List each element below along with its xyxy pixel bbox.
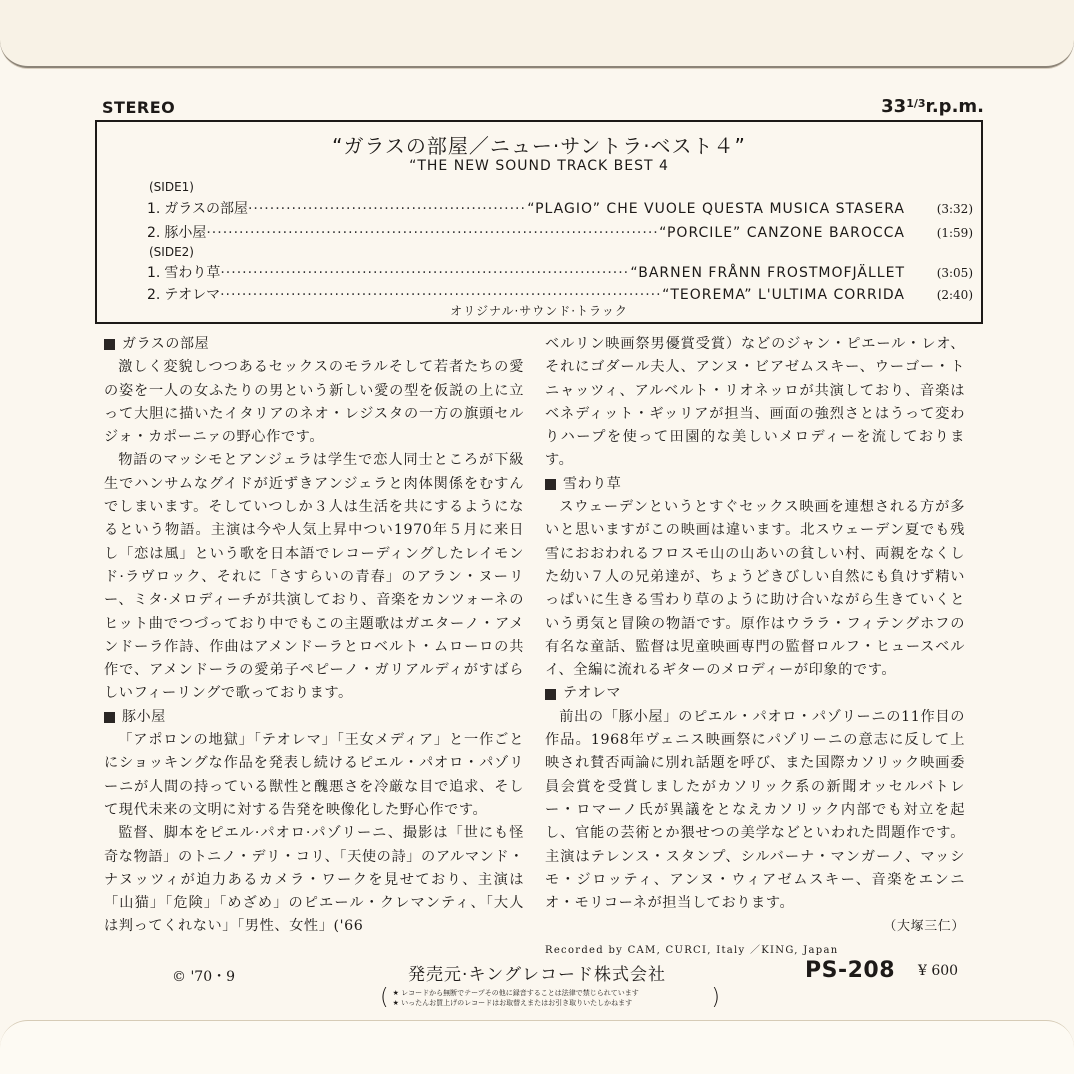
copyright-date: © '70・9: [172, 969, 236, 985]
track-duration: (2:40): [936, 288, 973, 302]
liner-paragraph: 前出の「豚小屋」のピエル・パオロ・パゾリーニの11作目の作品。1968年ヴェニス映画祭にパゾリーニの意志に反して上映され賛否両論に別れ話題を呼び、また国際カソリック映画委員会賞を受賞しましたがカソリック系の新聞オッセルバトレー・ロマーノ氏が異議をとなえカソリック内部でも対立を起し、官能の芸術とか猥せつの美学などといわれた問題作です。主演はテレンス・スタンプ、シルバーナ・マンガーノ、マッシモ・ジロッティ、アンヌ・ウィアゼムスキー、音楽をエンニオ・モリコーネが担当しております。: [545, 708, 965, 912]
album-title-en: “THE NEW SOUND TRACK BEST 4: [409, 158, 669, 174]
tracklist-box: [95, 120, 983, 324]
liner-paragraph: 監督、脚本をピエル·パオロ·パゾリーニ、撮影は「世にも怪奇な物語」のトニノ・デリ・コリ、「天使の詩」のアルマンド・ナヌッツィが迫力あるカメラ・ワークを見せており、主演は「山猫」「危険」「めざめ」のピエール・クレマンティ、「大人は判ってくれない」「男性、女性」('66: [104, 825, 524, 935]
leader-dots: [220, 265, 630, 281]
track-title-jp: ガラスの部屋: [164, 201, 248, 217]
author-credit: （大塚三仁）: [883, 919, 965, 935]
track-title-jp: テオレマ: [164, 287, 221, 303]
liner-paragraph: ベルリン映画祭男優賞受賞）などのジャン・ピエール・レオ、それにゴダール夫人、アンヌ・ビアゼムスキー、ウーゴー・トニャッツィ、アルベルト・リオネッロが共演しており、音楽はベネディット・ギッリアが担当、画面の強烈さとはうって変わりハープを使って田園的な美しいメロディーを流しております。: [545, 336, 965, 469]
track-row: [147, 284, 973, 304]
price: ¥ 600: [918, 963, 959, 979]
liner-notes-left-column: [104, 333, 524, 939]
catalog-number: PS-208: [805, 958, 896, 983]
side-2-label: (SIDE2): [149, 245, 194, 259]
album-title-jp: “ガラスの部屋／ニュー·サントラ·ベスト４”: [332, 134, 746, 158]
liner-paragraph: 「アポロンの地獄」「テオレマ」「王女メディア」と一作ごとにショッキングな作品を発表し続けるピエル・パオロ・パゾリーニが人間の持っている獣性と醜悪さを冷厳な目で追求、そして現代未来の文明に対する告発を映像化した野心作です。: [104, 732, 524, 818]
liner-paragraph: 激しく変貌しつつあるセックスのモラルそして若者たちの愛の姿を一人の女ふたりの男という新しい愛の型を仮説の上に立って大胆に描いたイタリアのネオ・レジスタの一方の旗頭セルジォ・カポーニァの野心作です。: [104, 359, 524, 446]
track-row: [147, 262, 973, 282]
track-title-en: “BARNEN FRÅNN FROSTMOFJÄLLET: [630, 265, 905, 281]
rpm-whole: 33: [881, 96, 907, 117]
stereo-label: STEREO: [102, 98, 176, 117]
track-number: 2.: [147, 287, 161, 303]
recorded-by-credit: Recorded by CAM, CURCI, Italy ／KING, Japan: [545, 944, 839, 956]
rpm-fraction: 1/3: [906, 97, 926, 110]
sleeve-bottom-flap: [0, 1020, 1074, 1074]
rpm-unit: r.p.m.: [925, 96, 984, 117]
sleeve-top-flap: [0, 0, 1074, 68]
section-heading: [545, 682, 965, 705]
track-duration: (3:32): [936, 202, 973, 216]
track-number: 1.: [147, 265, 161, 281]
section-heading: [104, 706, 524, 729]
track-title-en: “PORCILE” CANZONE BAROCCA: [659, 225, 905, 241]
notice-line: ★ レコードから無断でテープその他に録音することは法律で禁じられています: [392, 989, 639, 997]
section-heading-text: 豚小屋: [122, 708, 166, 725]
track-title-en: “PLAGIO” CHE VUOLE QUESTA MUSICA STASERA: [527, 201, 905, 217]
original-soundtrack-label: オリジナル·サウンド·トラック: [450, 304, 628, 318]
paren-close: ): [711, 985, 720, 1010]
track-duration: (3:05): [936, 266, 973, 280]
track-title-jp: 豚小屋: [164, 225, 207, 241]
publisher-name: 発売元·キングレコード株式会社: [408, 965, 666, 985]
notice-line: ★ いったんお買上げのレコードはお取替えまたはお引き取りいたしかねます: [392, 999, 633, 1007]
square-bullet-icon: [104, 712, 115, 723]
liner-paragraph: 物語のマッシモとアンジェラは学生で恋人同士ところが下級生でハンサムなグイドが近ずきアンジェラと肉体関係をむすんでしまいます。そしていつしか３人は生活を共にするようになるという物語。主演は今や人気上昇中つい1970年５月に来日し「恋は風」という歌を日本語でレコーディングしたレイモンド·ラヴロック、それに「さすらいの青春」のアラン・ヌーリー、ミタ·メロディーチが共演しており、音楽をカンツォーネのヒット曲でつづっており中でもこの主題歌はガエターノ・アメンドーラ作詩、作曲はアメンドーラとロベルト・ムローロの共作で、アメンドーラの愛弟子ペピーノ・ガリアルディがすばらしいフィーリングで歌っております。: [104, 452, 524, 702]
leader-dots: [248, 201, 527, 217]
track-duration: (1:59): [936, 226, 973, 240]
paren-open: (: [380, 985, 389, 1010]
liner-paragraph: スウェーデンというとすぐセックス映画を連想される方が多いと思いますがこの映画は違います。北スウェーデン夏でも残雪におおわれるフロスモ山の山あいの貧しい村、両親をなくした幼い７人の兄弟達が、ちょうどきびしい自然にも負けず精いっぱいに生きる雪わり草のように助け合いながら生きていくという勇気と冒険の物語です。原作はウララ・フィテングホフの有名な童話、監督は児童映画専門の監督ロルフ・ヒュースベルイ、全編に流れるギターのメロディーが印象的です。: [545, 499, 965, 679]
square-bullet-icon: [545, 479, 556, 490]
leader-dots: [220, 287, 662, 303]
section-heading-text: ガラスの部屋: [122, 336, 210, 352]
square-bullet-icon: [104, 339, 115, 350]
rpm-label: [881, 96, 984, 117]
section-heading-text: テオレマ: [563, 685, 622, 702]
track-row: [147, 198, 973, 218]
leader-dots: [206, 225, 659, 241]
track-row: [147, 222, 973, 242]
side-1-label: (SIDE1): [149, 180, 194, 194]
square-bullet-icon: [545, 689, 556, 700]
track-title-jp: 雪わり草: [164, 265, 221, 281]
section-heading: [104, 333, 524, 356]
track-title-en: “TEOREMA” L'ULTIMA CORRIDA: [662, 287, 905, 303]
track-number: 1.: [147, 201, 161, 217]
liner-notes-right-column: [545, 333, 965, 962]
section-heading: [545, 473, 965, 496]
section-heading-text: 雪わり草: [563, 475, 622, 492]
track-number: 2.: [147, 225, 161, 241]
legal-notice: [380, 985, 720, 1011]
